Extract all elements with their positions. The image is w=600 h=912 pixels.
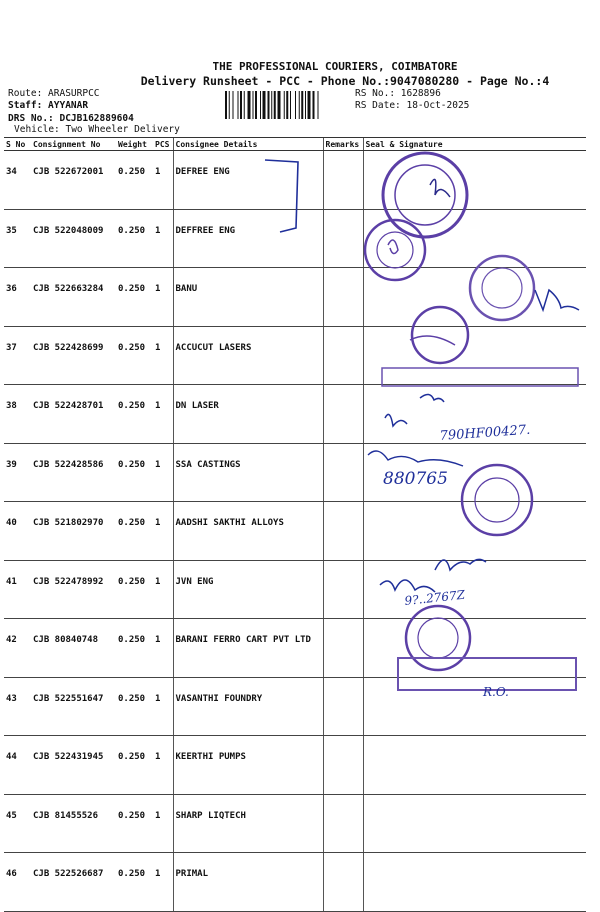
- cell-weight: 0.250: [116, 443, 153, 502]
- cell-pcs: 1: [153, 619, 173, 678]
- route-label: Route: ARASURPCC: [8, 88, 100, 99]
- table-row: [4, 736, 586, 795]
- cell-seal: [363, 385, 586, 444]
- cell-remarks: [323, 794, 363, 853]
- cell-weight: 0.250: [116, 794, 153, 853]
- cell-pcs: 1: [153, 677, 173, 736]
- cell-consignee: PRIMAL: [173, 853, 323, 912]
- cell-sno: 45: [4, 794, 31, 853]
- col-consignee: Consignee Details: [173, 138, 323, 151]
- cell-pcs: 1: [153, 209, 173, 268]
- cell-weight: 0.250: [116, 677, 153, 736]
- cell-seal: [363, 736, 586, 795]
- cell-remarks: [323, 619, 363, 678]
- cell-sno: 35: [4, 209, 31, 268]
- handwritten-note-row46: R.O.: [483, 685, 509, 699]
- cell-pcs: 1: [153, 736, 173, 795]
- cell-sno: 40: [4, 502, 31, 561]
- table-row: [4, 209, 586, 268]
- cell-seal: [363, 794, 586, 853]
- cell-consignee: AADSHI SAKTHI ALLOYS: [173, 502, 323, 561]
- table-row: [4, 151, 586, 210]
- cell-sno: 38: [4, 385, 31, 444]
- runsheet-subtitle: Delivery Runsheet - PCC - Phone No.:9047080280 - Page No.:4: [140, 74, 550, 88]
- cell-sno: 41: [4, 560, 31, 619]
- table-row: [4, 619, 586, 678]
- col-seal: Seal & Signature: [363, 138, 586, 151]
- cell-consignment: CJB 521802970: [31, 502, 116, 561]
- rs-date: RS Date: 18-Oct-2025: [355, 100, 470, 111]
- cell-remarks: [323, 736, 363, 795]
- cell-consignment: CJB 522663284: [31, 268, 116, 327]
- col-remarks: Remarks: [323, 138, 363, 151]
- cell-consignee: VASANTHI FOUNDRY: [173, 677, 323, 736]
- cell-consignment: CJB 522672001: [31, 151, 116, 210]
- col-weight: Weight: [116, 138, 153, 151]
- cell-sno: 46: [4, 853, 31, 912]
- rs-number: RS No.: 1628896: [355, 88, 441, 99]
- table-header-row: [4, 138, 586, 151]
- table-row: [4, 385, 586, 444]
- cell-consignee: BANU: [173, 268, 323, 327]
- table-row: [4, 677, 586, 736]
- col-consignment: Consignment No: [31, 138, 116, 151]
- cell-seal: [363, 677, 586, 736]
- cell-seal: [363, 326, 586, 385]
- cell-consignee: JVN ENG: [173, 560, 323, 619]
- cell-weight: 0.250: [116, 385, 153, 444]
- cell-seal: [363, 560, 586, 619]
- cell-seal: [363, 209, 586, 268]
- table-row: [4, 326, 586, 385]
- cell-remarks: [323, 443, 363, 502]
- vehicle-label: Vehicle: Two Wheeler Delivery: [14, 124, 180, 135]
- cell-seal: [363, 443, 586, 502]
- cell-consignment: CJB 80840748: [31, 619, 116, 678]
- cell-pcs: 1: [153, 385, 173, 444]
- cell-consignee: ACCUCUT LASERS: [173, 326, 323, 385]
- cell-remarks: [323, 268, 363, 327]
- cell-sno: 37: [4, 326, 31, 385]
- cell-consignee: DN LASER: [173, 385, 323, 444]
- cell-consignment: CJB 522431945: [31, 736, 116, 795]
- col-sno: S No: [4, 138, 31, 151]
- handwritten-note-row40: 790HF00427.: [439, 422, 531, 444]
- cell-consignment: CJB 522551647: [31, 677, 116, 736]
- cell-weight: 0.250: [116, 151, 153, 210]
- table-row: [4, 502, 586, 561]
- cell-seal: [363, 619, 586, 678]
- cell-seal: [363, 268, 586, 327]
- cell-consignment: CJB 522478992: [31, 560, 116, 619]
- cell-consignee: DEFREE ENG: [173, 151, 323, 210]
- cell-weight: 0.250: [116, 209, 153, 268]
- cell-remarks: [323, 677, 363, 736]
- table-row: [4, 268, 586, 327]
- cell-consignee: SHARP LIQTECH: [173, 794, 323, 853]
- cell-pcs: 1: [153, 268, 173, 327]
- cell-remarks: [323, 209, 363, 268]
- cell-weight: 0.250: [116, 619, 153, 678]
- cell-consignment: CJB 522526687: [31, 853, 116, 912]
- staff-label: Staff: AYYANAR: [8, 100, 89, 111]
- delivery-table: [4, 137, 586, 912]
- cell-pcs: 1: [153, 443, 173, 502]
- cell-sno: 34: [4, 151, 31, 210]
- cell-consignee: SSA CASTINGS: [173, 443, 323, 502]
- cell-remarks: [323, 151, 363, 210]
- drs-number: DRS No.: DCJB162889604: [8, 113, 134, 124]
- table-row: [4, 443, 586, 502]
- cell-consignment: CJB 81455526: [31, 794, 116, 853]
- table-row: [4, 560, 586, 619]
- cell-pcs: 1: [153, 151, 173, 210]
- handwritten-note-row44: 9?..2767Z: [403, 587, 466, 608]
- cell-weight: 0.250: [116, 268, 153, 327]
- cell-weight: 0.250: [116, 326, 153, 385]
- col-pcs: PCS: [153, 138, 173, 151]
- cell-remarks: [323, 385, 363, 444]
- cell-sno: 42: [4, 619, 31, 678]
- cell-consignee: KEERTHI PUMPS: [173, 736, 323, 795]
- cell-weight: 0.250: [116, 560, 153, 619]
- table-row: [4, 853, 586, 912]
- cell-remarks: [323, 326, 363, 385]
- handwritten-phone-row41: 880765: [383, 469, 448, 489]
- cell-sno: 39: [4, 443, 31, 502]
- cell-remarks: [323, 853, 363, 912]
- cell-weight: 0.250: [116, 853, 153, 912]
- cell-seal: [363, 502, 586, 561]
- cell-pcs: 1: [153, 326, 173, 385]
- barcode: [225, 91, 350, 119]
- cell-weight: 0.250: [116, 736, 153, 795]
- cell-pcs: 1: [153, 853, 173, 912]
- cell-consignment: CJB 522048009: [31, 209, 116, 268]
- cell-consignee: DEFFREE ENG: [173, 209, 323, 268]
- cell-sno: 43: [4, 677, 31, 736]
- cell-consignee: BARANI FERRO CART PVT LTD: [173, 619, 323, 678]
- table-row: [4, 794, 586, 853]
- cell-sno: 44: [4, 736, 31, 795]
- cell-consignment: CJB 522428699: [31, 326, 116, 385]
- cell-seal: [363, 853, 586, 912]
- company-title: THE PROFESSIONAL COURIERS, COIMBATORE: [212, 60, 458, 73]
- cell-sno: 36: [4, 268, 31, 327]
- cell-remarks: [323, 502, 363, 561]
- cell-consignment: CJB 522428586: [31, 443, 116, 502]
- cell-seal: [363, 151, 586, 210]
- cell-pcs: 1: [153, 502, 173, 561]
- cell-weight: 0.250: [116, 502, 153, 561]
- cell-consignment: CJB 522428701: [31, 385, 116, 444]
- cell-pcs: 1: [153, 560, 173, 619]
- cell-pcs: 1: [153, 794, 173, 853]
- cell-remarks: [323, 560, 363, 619]
